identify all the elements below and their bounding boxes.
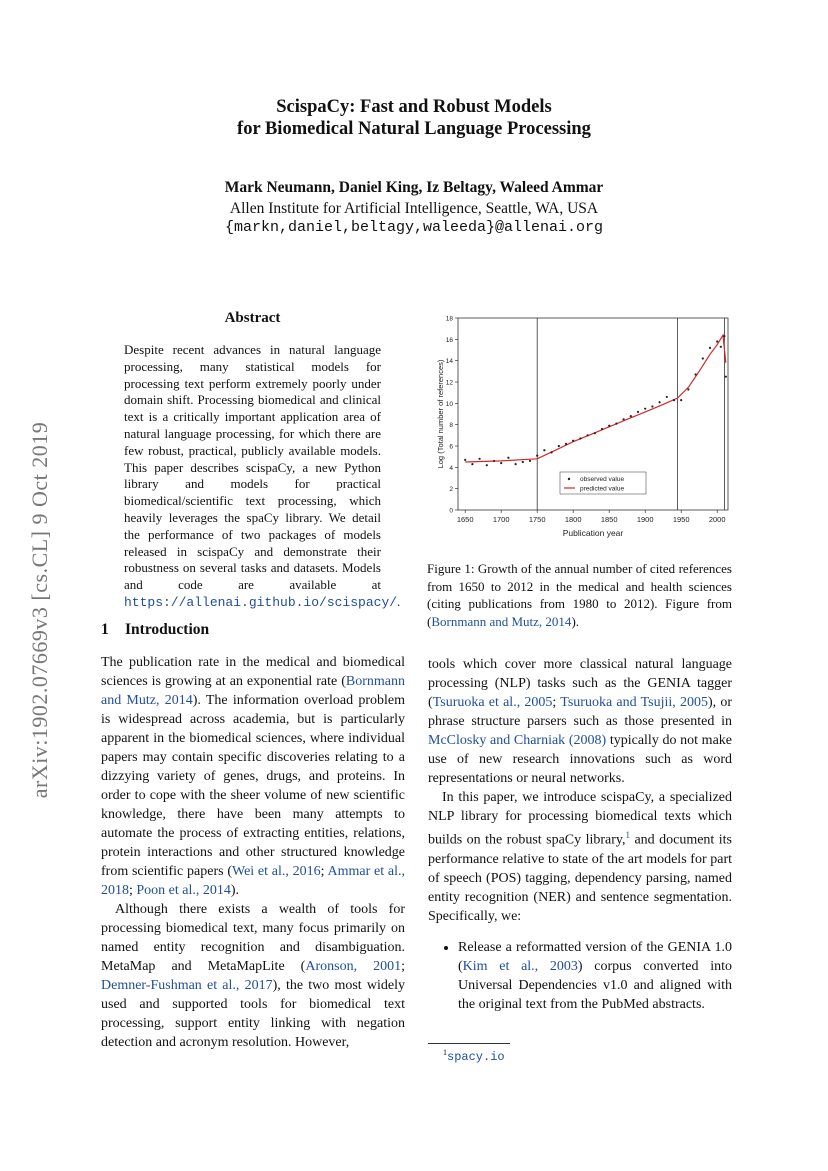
citation-link[interactable]: Poon et al., 2014: [136, 883, 231, 898]
title-line-1: ScispaCy: Fast and Robust Models: [276, 97, 552, 117]
observed-point: [522, 461, 524, 463]
x-tick-label: 1950: [672, 515, 690, 524]
text-span: ), the two most widely used and supported tools for biomedical text processing, support entity linking with negation detection and acronym resolution. However,: [101, 978, 405, 1050]
observed-point: [720, 346, 722, 348]
x-tick-label: 1800: [564, 515, 582, 524]
observed-point: [551, 451, 553, 453]
x-tick-label: 1650: [456, 515, 474, 524]
affiliation: Allen Institute for Artificial Intelligence, Seattle, WA, USA: [229, 200, 599, 217]
y-tick-label: 16: [445, 336, 453, 344]
email: {markn,daniel,beltagy,waleeda}@allenai.org: [224, 219, 604, 236]
footnote-link[interactable]: spacy.io: [447, 1050, 505, 1064]
citation-link[interactable]: Tsuruoka and Tsujii, 2005: [560, 695, 708, 710]
list-item: [458, 938, 732, 1014]
observed-point: [695, 373, 697, 375]
abstract-body: [124, 342, 401, 612]
observed-point: [493, 460, 495, 462]
contribution-list: [428, 938, 732, 1014]
observed-point: [725, 376, 727, 378]
observed-point: [644, 408, 646, 410]
legend-observed-marker: [568, 478, 570, 480]
observed-point: [507, 457, 509, 459]
text-span: ). The information overload problem is widespread across academia, but is particularly apparent in the biomedical sciences, where individual papers may contain specific discoveries relating to a dizzying variety of genes, drugs, and proteins. In order to cope with the sheer volume of new scientific knowledge, there have been many attempts to automate the process of extracting entities, relations, protein interactions and other structured knowledge from scientific papers (: [101, 693, 406, 879]
citation-link[interactable]: Ammar et al., 2018: [101, 864, 405, 898]
text-span: Release a reformatted version of the GENIA 1.0 (: [458, 939, 732, 974]
observed-point: [709, 347, 711, 349]
observed-point: [623, 418, 625, 420]
observed-point: [471, 463, 473, 465]
text-span: In this paper, we introduce scispaCy, a specialized NLP library for processing biomedical texts which builds on the robust spaCy library,: [428, 790, 732, 848]
observed-point: [594, 432, 596, 434]
text-span: tools which cover more classical natural language processing (NLP) tasks such as the GENIA tagger (: [428, 657, 732, 710]
intro-paragraph-1: [101, 653, 405, 900]
citation-link[interactable]: Wei et al., 2016: [231, 864, 321, 879]
observed-point: [651, 405, 653, 407]
y-axis-label: Log (Total number of references): [436, 359, 445, 469]
observed-point: [723, 335, 725, 337]
observed-point: [673, 399, 675, 401]
observed-point: [486, 464, 488, 466]
observed-point: [572, 440, 574, 442]
citation-link[interactable]: Bornmann and Mutz, 2014: [101, 674, 405, 708]
observed-point: [543, 449, 545, 451]
y-tick-label: 0: [449, 507, 453, 515]
footnote-rule: [428, 1043, 510, 1044]
citation-link[interactable]: Aronson, 2001: [305, 959, 402, 974]
growth-chart: [428, 312, 738, 544]
observed-point: [579, 437, 581, 439]
x-tick-label: 1850: [600, 515, 618, 524]
figure-1: [428, 312, 738, 544]
right-column: [428, 655, 732, 1014]
predicted-line: [465, 335, 726, 462]
text-span: ).: [230, 883, 240, 898]
observed-point: [529, 460, 531, 462]
observed-point: [565, 443, 567, 445]
abstract-text: Despite recent advances in natural language processing, many statistical models for processing text perform extremely poorly under domain shift. Processing biomedical and clinical text is a critically important application area of natural language processing, for which there are few robust, practical, publicly available models. This paper describes scispaCy, a new Python library and models for practical biomedical/scientific text processing, which heavily leverages the spaCy library. We detail the performance of two packages of models released in scispaCy and demonstrate their robustness on several tasks and datasets. Models and code are available at: [124, 342, 381, 593]
x-tick-label: 1700: [492, 515, 510, 524]
y-tick-label: 12: [445, 379, 453, 387]
observed-point: [608, 425, 610, 427]
observed-point: [702, 357, 704, 359]
y-tick-label: 4: [449, 464, 453, 472]
caption-text: Figure 1: Growth of the annual number of cited references from 1650 to 2012 in the medical and health sciences (citing publications from 1980 to 2012). Figure from (: [427, 561, 732, 629]
x-tick-label: 1900: [636, 515, 654, 524]
footnote-number: 1: [443, 1048, 447, 1057]
right-paragraph-1: [428, 655, 732, 788]
observed-point: [687, 388, 689, 390]
authors: Mark Neumann, Daniel King, Iz Beltagy, Waleed Ammar: [224, 179, 604, 196]
observed-point: [464, 459, 466, 461]
text-span: ;: [401, 959, 405, 974]
title-line-2: for Biomedical Natural Language Processing: [237, 119, 591, 139]
observed-point: [558, 445, 560, 447]
caption-text: ).: [571, 613, 580, 629]
text-span: ;: [320, 864, 328, 879]
observed-point: [637, 411, 639, 413]
figure-caption: [427, 560, 732, 630]
section-title: Introduction: [125, 621, 210, 638]
legend-predicted-label: predicted value: [580, 485, 625, 493]
citation-link[interactable]: McClosky and Charniak (2008): [428, 733, 607, 748]
section-number: 1: [101, 621, 109, 638]
text-span: The publication rate in the medical and biomedical sciences is growing at an exponential rate (: [101, 655, 405, 689]
y-tick-label: 10: [445, 400, 453, 408]
text-span: typically do not make use of new research innovations such as word representations or neural networks.: [428, 733, 732, 786]
observed-point: [601, 428, 603, 430]
abstract-heading: Abstract: [224, 310, 281, 326]
citation-link[interactable]: Tsuruoka et al., 2005: [432, 695, 553, 710]
observed-point: [536, 455, 538, 457]
left-column: [101, 653, 405, 1052]
x-tick-label: 2000: [708, 515, 726, 524]
y-tick-label: 6: [449, 443, 453, 451]
observed-point: [659, 401, 661, 403]
x-tick-label: 1750: [528, 515, 546, 524]
text-span: ;: [552, 695, 561, 710]
observed-point: [716, 340, 718, 342]
abstract-end: .: [397, 593, 401, 609]
observed-point: [630, 415, 632, 417]
observed-point: [479, 458, 481, 460]
intro-paragraph-2: [101, 900, 405, 1052]
citation-link[interactable]: Kim et al., 2003: [462, 958, 578, 974]
text-span: ) corpus converted into Universal Dependencies v1.0 and aligned with the original text from the PubMed abstracts.: [458, 958, 732, 1012]
footnote-marker[interactable]: 1: [625, 830, 630, 840]
arxiv-stamp: arXiv:1902.07669v3 [cs.CL] 9 Oct 2019: [27, 421, 52, 799]
legend-observed-label: observed value: [580, 476, 625, 483]
observed-point: [587, 434, 589, 436]
citation-link[interactable]: Demner-Fushman et al., 2017: [101, 978, 273, 993]
text-span: and document its performance relative to state of the art models for part of speech (POS) tagging, dependency parsing, named entity recognition (NER) and sentence segmentation. Specifically, we:: [428, 832, 732, 924]
observed-point: [515, 463, 517, 465]
observed-point: [500, 462, 502, 464]
text-span: ), or phrase structure parsers such as those presented in: [428, 695, 733, 729]
observed-point: [680, 399, 682, 401]
section-heading: [101, 621, 209, 639]
footnote: [443, 1048, 505, 1064]
text-span: ;: [129, 883, 137, 898]
right-paragraph-2: [428, 788, 732, 926]
citation-link[interactable]: Bornmann and Mutz, 2014: [431, 613, 572, 629]
y-tick-label: 8: [449, 422, 453, 430]
y-tick-label: 18: [445, 315, 453, 323]
paper-title: [0, 96, 828, 140]
observed-point: [615, 423, 617, 425]
text-span: Although there exists a wealth of tools for processing biomedical text, many focus primarily on named entity recognition and disambiguation. MetaMap and MetaMapLite (: [101, 902, 405, 974]
observed-point: [666, 396, 668, 398]
abstract-url-link[interactable]: https://allenai.github.io/scispacy/: [124, 594, 398, 610]
y-tick-label: 2: [449, 486, 453, 494]
y-tick-label: 14: [445, 358, 453, 366]
x-axis-label: Publication year: [562, 528, 624, 538]
